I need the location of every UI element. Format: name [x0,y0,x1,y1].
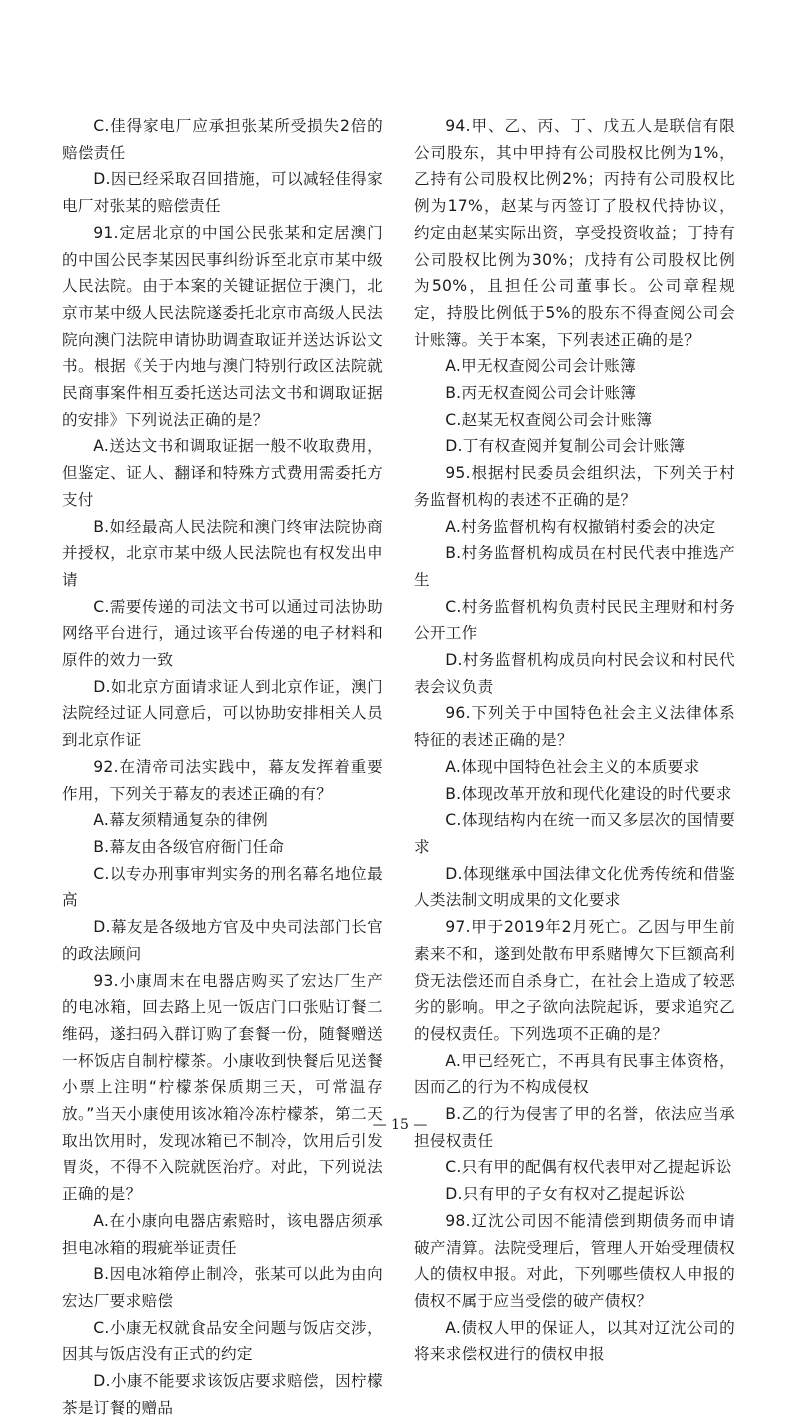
answer-option: D.因已经采取召回措施，可以减轻佳得家电厂对张某的赔偿责任 [62,170,383,216]
answer-option: A.送达文书和调取证据一般不收取费用，但鉴定、证人、翻译和特殊方式费用需委托方支付 [62,437,383,509]
answer-option: A.甲已经死亡，不再具有民事主体资格，因而乙的行为不构成侵权 [414,1051,735,1097]
answer-option: C.小康无权就食品安全问题与饭店交涉，因其与饭店没有正式的约定 [62,1318,383,1364]
right-column [414,113,735,1368]
paragraph: 91.定居北京的中国公民张某和定居澳门的中国公民李某因民事纠纷诉至北京市某中级人民法院。由于本案的关键证据位于澳门，北京市某中级人民法院遂委托北京市高级人民法院向澳门法院申请协助调查取证并送达诉讼文书。根据《关于内地与澳门特别行政区法院就民商事案件相互委托送达司法文书和调取证据的安排》下列说法正确的是？ [62,223,383,429]
answer-option: C.以专办刑事审判实务的刑名幕名地位最高 [62,864,383,910]
answer-option: A.甲无权查阅公司会计账簿 [445,357,636,376]
paragraph: 98.辽沈公司因不能清偿到期债务而申请破产清算。法院受理后，管理人开始受理债权人的债权申报。对此，下列哪些债权人申报的债权不属于应当受偿的破产债权？ [414,1211,735,1310]
answer-option: B.乙的行为侵害了甲的名誉，依法应当承担侵权责任 [414,1105,735,1150]
answer-option: C.体现结构内在统一而又多层次的国情要求 [414,811,735,856]
answer-option: B.体现改革开放和现代化建设的时代要求 [445,784,732,803]
paragraph: 94.甲、乙、丙、丁、戊五人是联信有限公司股东，其中甲持有公司股权比例为1%，乙持有公司股权比例2%；丙持有公司股权比例为17%，赵某与丙签订了股权代持协议，约定由赵某实际出资，享受投资收益；丁持有公司股权比例为30%；戊持有公司股权比例为50%，且担任公司董事长。公司章程规定，持股比例低于5%的股东不得查阅公司会计账簿。关于本案，下列表述正确的是？ [414,117,735,349]
answer-option: D.幕友是各级地方官及中央司法部门长官的政法顾问 [62,918,383,963]
answer-option: A.村务监督机构有权撤销村委会的决定 [445,517,716,536]
answer-option: D.只有甲的子女有权对乙提起诉讼 [445,1185,686,1204]
paragraph: 93.小康周末在电器店购买了宏达厂生产的电冰箱，回去路上见一饭店门口张贴订餐二维码，遂扫码入群订购了套餐一份，随餐赠送一杯饭店自制柠檬茶。小康收到快餐后见送餐小票上注明“柠檬茶保质期三天，可常温存放。”当天小康使用该冰箱冷冻柠檬茶，第二天取出饮用时，发现冰箱已不制冷，饮用后引发胃炎，不得不入院就医治疗。对此，下列说法正确的是？ [62,971,383,1204]
answer-option: D.体现继承中国法律文化优秀传统和借鉴人类法制文明成果的文化要求 [414,864,735,910]
paragraph: 95.根据村民委员会组织法，下列关于村务监督机构的表述不正确的是？ [414,464,735,509]
answer-option: D.丁有权查阅并复制公司会计账簿 [445,437,686,456]
answer-option: D.小康不能要求该饭店要求赔偿，因柠檬茶是订餐的赠品 [62,1372,383,1417]
answer-option: C.需要传递的司法文书可以通过司法协助网络平台进行，通过该平台传递的电子材料和原件的效力一致 [62,597,383,670]
answer-option: C.赵某无权查阅公司会计账簿 [445,410,653,429]
answer-option: B.如经最高人民法院和澳门终审法院协商并授权，北京市某中级人民法院也有权发出申请 [62,517,383,589]
paragraph: 92.在清帝司法实践中，幕友发挥着重要作用，下列关于幕友的表述正确的有？ [62,757,383,803]
left-column [62,113,383,1421]
answer-option: B.丙无权查阅公司会计账簿 [445,384,637,403]
answer-option: A.幕友须精通复杂的律例 [93,811,269,830]
page-number: — 15 — [372,1117,428,1133]
answer-option: B.村务监督机构成员在村民代表中推选产生 [414,544,735,589]
answer-option: C.佳得家电厂应承担张某所受损失2倍的赔偿责任 [62,117,383,162]
answer-option: A.在小康向电器店索赔时，该电器店须承担电冰箱的瑕疵举证责任 [62,1211,383,1257]
paragraph: 97.甲于2019年2月死亡。乙因与甲生前素来不和，遂到处散布甲系赌博欠下巨额高利贷无法偿还而自杀身亡，在社会上造成了较恶劣的影响。甲之子欲向法院起诉，要求追究乙的侵权责任。下列选项不正确的是？ [414,918,735,1043]
answer-option: A.体现中国特色社会主义的本质要求 [445,757,700,776]
answer-option: A.债权人甲的保证人，以其对辽沈公司的将来求偿权进行的债权申报 [414,1318,735,1364]
answer-option: B.因电冰箱停止制冷，张某可以此为由向宏达厂要求赔偿 [62,1265,383,1310]
answer-option: B.幕友由各级官府衙门任命 [93,837,285,856]
answer-option: D.村务监督机构成员向村民会议和村民代表会议负责 [414,651,735,696]
answer-option: D.如北京方面请求证人到北京作证，澳门法院经过证人同意后，可以协助安排相关人员到北京作证 [62,677,383,750]
answer-option: C.村务监督机构负责村民民主理财和村务公开工作 [414,597,735,643]
answer-option: C.只有甲的配偶有权代表甲对乙提起诉讼 [445,1158,732,1177]
paragraph: 96.下列关于中国特色社会主义法律体系特征的表述正确的是？ [414,704,735,750]
